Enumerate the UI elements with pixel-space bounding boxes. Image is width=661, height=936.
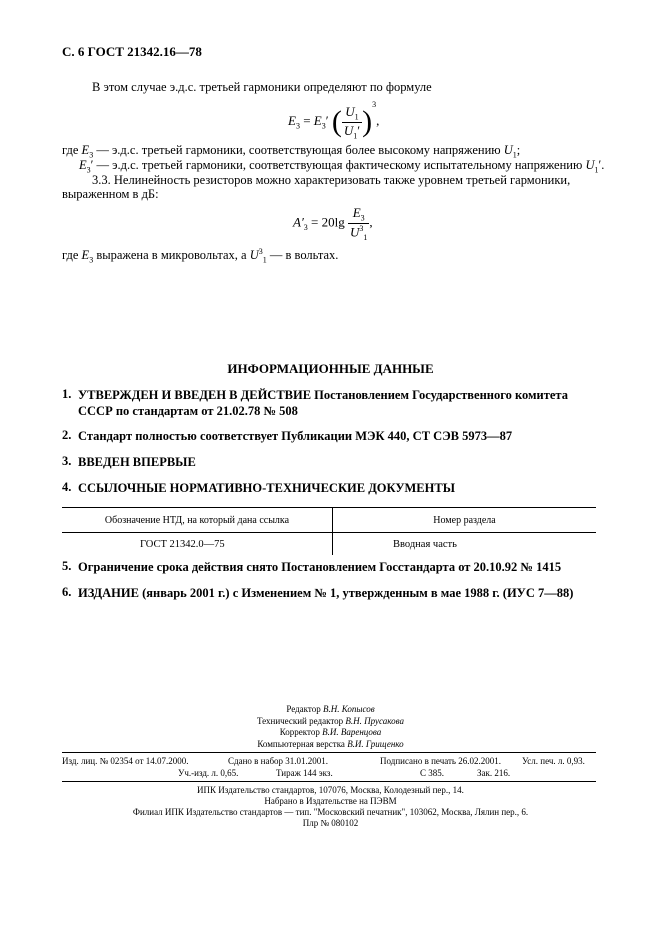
divider (62, 781, 596, 782)
right-paren: ) (362, 105, 373, 139)
where2-usub: 1 (594, 165, 599, 175)
credit-name: В.Н. Прусакова (345, 715, 405, 726)
formula-e3 (288, 100, 379, 140)
item-5-text: Ограничение срока действия снято Постановлением Госстандарта от 20.10.92 № 1415 (78, 560, 562, 574)
item-1-text: УТВЕРЖДЕН И ВВЕДЕН В ДЕЙСТВИЕ Постановлением Государственного комитета СССР по стандартам от 21.02.78 № 508 (78, 388, 568, 418)
formula1-lhs: E (288, 113, 296, 128)
page-header: С. 6 ГОСТ 21342.16—78 (62, 44, 202, 59)
publisher-line-2: Набрано в Издательстве на ПЭВМ (264, 796, 397, 806)
credit-role: Редактор (286, 704, 321, 714)
formula1-numerator (342, 104, 362, 123)
credit-role: Корректор (279, 727, 320, 737)
formula2-lhs: A′ (293, 214, 304, 230)
formula1-coef: E (313, 113, 322, 128)
where2-u-sub: 1 (262, 255, 267, 265)
item-6-num: 6. (62, 585, 72, 599)
imprint-run: Тираж 144 экз. (276, 768, 333, 778)
credit-line-4 (0, 739, 661, 751)
formula1-coef-sub: 3 (321, 121, 326, 131)
item-4-text: ССЫЛОЧНЫЕ НОРМАТИВНО-ТЕХНИЧЕСКИЕ ДОКУМЕНТЫ (78, 481, 455, 495)
formula2-fraction (348, 205, 369, 242)
formula2-numerator (348, 205, 369, 224)
where2-u-sup: 3 (258, 247, 263, 256)
formula1-den-prime: ′ (357, 122, 361, 138)
item-5-num: 5. (62, 559, 72, 573)
item-3-num: 3. (62, 454, 72, 468)
formula1-eq: = (303, 113, 311, 128)
reference-table (62, 507, 596, 555)
formula1-denominator (342, 123, 362, 141)
para-3-3-line2: выраженном в дБ: (62, 187, 159, 201)
info-title: ИНФОРМАЦИОННЫЕ ДАННЫЕ (227, 361, 434, 376)
formula2-den-sup: 3 (359, 223, 364, 233)
where1-end: ; (516, 143, 521, 157)
formula2-eq: = 20lg (311, 214, 345, 230)
formula1-power: 3 (372, 100, 377, 109)
where2-text-b: выражена в микровольтах, а (93, 248, 250, 263)
formula2-num-e: E (352, 205, 361, 220)
where2-text: — э.д.с. третьей гармоники, соответствующая фактическому испытательному напряжению (93, 158, 586, 172)
formula1-lhs-sub: 3 (295, 121, 300, 131)
imprint-typeset: Сдано в набор 31.01.2001. (228, 756, 329, 766)
credit-name: В.И. Грищенко (347, 738, 404, 749)
publisher-line-3: Филиал ИПК Издательство стандартов — тип. "Московский печатник", 103062, Москва, Лялин пер., 6. (132, 807, 529, 817)
where2-e-sub: 3 (89, 255, 94, 265)
intro-text: В этом случае э.д.с. третьей гармоники определяют по формуле (92, 80, 432, 94)
imprint-edsheets: Уч.-изд. л. 0,65. (178, 768, 239, 778)
imprint-license: Изд. лиц. № 02354 от 14.07.2000. (62, 756, 189, 766)
credit-role: Технический редактор (256, 715, 344, 726)
imprint-sheets: Усл. печ. л. 0,93. (522, 756, 585, 766)
where2-sub: 3 (86, 165, 91, 175)
credit-line-2 (0, 716, 661, 728)
credits-block (0, 704, 661, 750)
credit-name: В.И. Варенцова (322, 727, 382, 737)
where2-prime: ′ (90, 158, 94, 172)
item-3-text: ВВЕДЕН ВПЕРВЫЕ (78, 455, 196, 469)
credit-role: Компьютерная верстка (257, 738, 345, 749)
item-6-text: ИЗДАНИЕ (январь 2001 г.) с Изменением № 1, утвержденным в мае 1988 г. (ИУС 7—88) (78, 586, 574, 600)
ref-header-designation: Обозначение НТД, на который дана ссылка (62, 508, 333, 533)
where1-sub: 3 (89, 150, 94, 160)
credit-name: В.Н. Копысов (323, 704, 375, 714)
ref-header-section: Номер раздела (333, 508, 597, 533)
where1-u: U (503, 143, 513, 157)
ref-cell-section: Вводная часть (393, 538, 457, 550)
where1-usub: 1 (512, 150, 517, 160)
imprint-code: С 385. (420, 768, 445, 778)
formula2-num-sub: 3 (360, 213, 365, 223)
item-2-text: Стандарт полностью соответствует Публикации МЭК 440, СТ СЭВ 5973—87 (78, 429, 513, 443)
where2-u: U (585, 158, 595, 172)
formula1-end: , (376, 113, 380, 128)
formula1-num-sub: 1 (354, 112, 359, 122)
item-4-num: 4. (62, 480, 72, 494)
formula1-den-sub: 1 (353, 131, 358, 141)
formula1-coef-prime: ′ (325, 113, 329, 128)
divider (62, 752, 596, 753)
para-3-3-line1: 3.3. Нелинейность резисторов можно характеризовать также уровнем третьей гармоники, (92, 173, 571, 187)
formula1-den-u: U (343, 122, 354, 138)
where1-text: — э.д.с. третьей гармоники, соответствующая более высокому напряжению (93, 143, 504, 157)
publisher-line-4: Плр № 080102 (302, 818, 359, 828)
where2-sym: E (79, 158, 87, 172)
formula2-den-u: U (350, 223, 360, 239)
where2-e: E (81, 248, 90, 263)
where2-end: ′. (598, 158, 605, 172)
credit-line-1 (0, 704, 661, 716)
formula2-den-sub: 1 (363, 232, 368, 242)
formula-a3 (293, 205, 373, 242)
formula2-end: , (369, 214, 373, 230)
reference-table-header (62, 508, 596, 533)
imprint-signed: Подписано в печать 26.02.2001. (380, 756, 502, 766)
item-1-num: 1. (62, 387, 72, 401)
credit-line-3 (0, 727, 661, 739)
where2-prefix: где (62, 248, 82, 263)
imprint-order: Зак. 216. (477, 768, 511, 778)
item-2-num: 2. (62, 428, 72, 442)
formula1-fraction (342, 104, 362, 140)
formula2-lhs-sub: 3 (303, 222, 308, 232)
where1-prefix: где (62, 143, 82, 157)
ref-cell-designation: ГОСТ 21342.0—75 (62, 533, 333, 556)
publisher-line-1: ИПК Издательство стандартов, 107076, Москва, Колодезный пер., 14. (197, 785, 464, 795)
where2-line (62, 244, 338, 268)
where1-sym: E (81, 143, 90, 157)
table-row (62, 533, 596, 556)
formula1-num-u: U (345, 103, 355, 119)
where2-u-sym: U (249, 248, 259, 263)
where2-text-c: — в вольтах. (266, 248, 339, 263)
left-paren: ( (331, 105, 342, 139)
formula2-denominator (348, 224, 369, 242)
